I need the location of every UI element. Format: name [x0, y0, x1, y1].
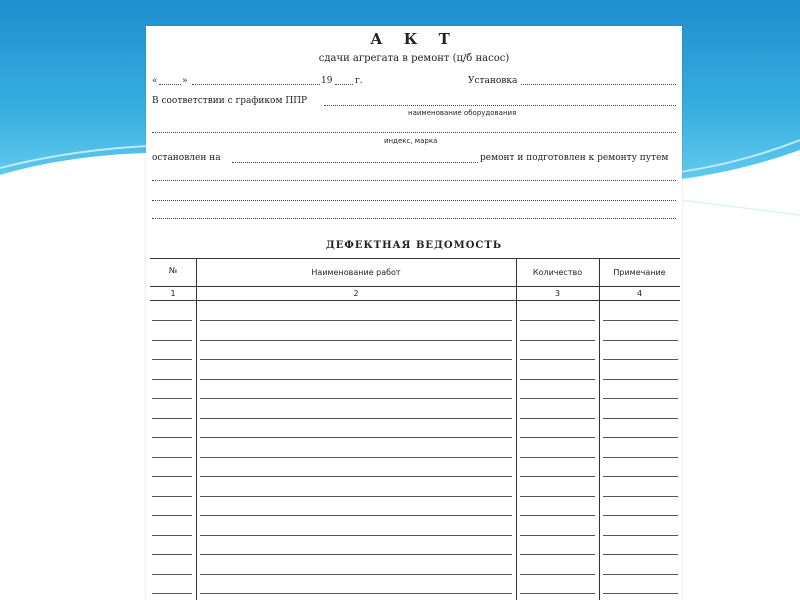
- table-column-divider: [516, 258, 517, 600]
- table-row-line: [152, 359, 192, 360]
- table-row-line: [603, 574, 678, 575]
- table-row-line: [200, 340, 512, 341]
- table-row-line: [603, 535, 678, 536]
- table-row-line: [200, 593, 512, 594]
- table-row-line: [520, 320, 595, 321]
- table-row-line: [200, 457, 512, 458]
- table-row-line: [603, 437, 678, 438]
- document-page: [146, 26, 682, 600]
- table-row-line: [603, 320, 678, 321]
- table-row-line: [200, 398, 512, 399]
- date-close-quote: »: [182, 76, 188, 86]
- table-row-line: [152, 554, 192, 555]
- table-row-line: [520, 554, 595, 555]
- date-day-blank: [159, 84, 181, 85]
- table-row-line: [603, 418, 678, 419]
- column-number-3: 3: [554, 289, 561, 298]
- table-row-line: [152, 398, 192, 399]
- date-year-prefix: 19: [321, 76, 333, 86]
- table-row-line: [200, 574, 512, 575]
- table-row-line: [152, 418, 192, 419]
- table-row-line: [520, 515, 595, 516]
- equipment-continuation-blank: [152, 132, 676, 133]
- table-column-divider: [196, 258, 197, 600]
- method-blank-3: [152, 218, 676, 219]
- table-row-line: [520, 476, 595, 477]
- table-row-line: [200, 515, 512, 516]
- document-title: А К Т: [370, 30, 458, 48]
- equipment-caption: наименование оборудования: [408, 109, 517, 117]
- column-header-quantity: Количество: [532, 268, 583, 277]
- table-row-line: [603, 496, 678, 497]
- table-row-line: [152, 593, 192, 594]
- table-row-line: [152, 437, 192, 438]
- table-row-line: [520, 496, 595, 497]
- table-column-divider: [599, 258, 600, 600]
- index-caption: индекс, марка: [384, 137, 438, 145]
- method-blank-2: [152, 200, 676, 201]
- table-row-line: [200, 320, 512, 321]
- table-row-line: [520, 340, 595, 341]
- table-row-line: [520, 574, 595, 575]
- table-row-line: [152, 340, 192, 341]
- column-number-1: 1: [170, 289, 176, 298]
- table-row-line: [603, 476, 678, 477]
- defect-sheet-title: ДЕФЕКТНАЯ ВЕДОМОСТЬ: [325, 240, 503, 251]
- column-number-4: 4: [636, 289, 643, 298]
- table-row-line: [520, 359, 595, 360]
- column-number-2: 2: [353, 289, 359, 298]
- table-row-line: [520, 593, 595, 594]
- column-header-work-name: Наименование работ: [311, 268, 401, 277]
- document-subtitle: сдачи агрегата в ремонт (ц/б насос): [318, 53, 510, 64]
- table-row-line: [520, 457, 595, 458]
- date-month-blank: [192, 84, 320, 85]
- table-row-line: [603, 593, 678, 594]
- table-row-line: [200, 359, 512, 360]
- table-row-line: [152, 457, 192, 458]
- table-row-line: [200, 496, 512, 497]
- column-header-number: №: [168, 266, 178, 275]
- table-row-line: [520, 437, 595, 438]
- date-open-quote: «: [152, 76, 158, 86]
- table-row-line: [200, 437, 512, 438]
- table-row-line: [200, 476, 512, 477]
- table-row-line: [603, 554, 678, 555]
- table-row-line: [520, 535, 595, 536]
- table-top-border: [150, 258, 680, 259]
- table-row-line: [200, 418, 512, 419]
- stopped-label: остановлен на: [152, 153, 221, 163]
- installation-blank: [521, 84, 676, 85]
- date-year-suffix: г.: [355, 76, 363, 86]
- table-row-line: [152, 496, 192, 497]
- installation-label: Установка: [468, 76, 518, 86]
- table-row-line: [603, 379, 678, 380]
- table-row-line: [200, 554, 512, 555]
- table-row-line: [520, 398, 595, 399]
- table-row-line: [520, 418, 595, 419]
- table-row-line: [152, 574, 192, 575]
- table-row-line: [152, 320, 192, 321]
- table-row-line: [152, 379, 192, 380]
- table-row-line: [603, 359, 678, 360]
- equipment-blank: [324, 105, 676, 106]
- table-row-line: [520, 379, 595, 380]
- date-year-blank: [335, 84, 353, 85]
- schedule-text: В соответствии с графиком ППР: [152, 96, 308, 106]
- repair-text: ремонт и подготовлен к ремонту путем: [480, 153, 669, 163]
- header-separator: [150, 286, 680, 287]
- table-row-line: [603, 457, 678, 458]
- table-row-line: [603, 515, 678, 516]
- table-row-line: [603, 398, 678, 399]
- defect-table: [150, 258, 680, 600]
- table-row-line: [152, 515, 192, 516]
- method-blank-1: [152, 180, 676, 181]
- table-row-line: [200, 535, 512, 536]
- column-numbers-separator: [150, 300, 680, 301]
- table-row-line: [603, 340, 678, 341]
- column-header-note: Примечание: [613, 268, 666, 277]
- table-row-line: [200, 379, 512, 380]
- table-row-line: [152, 476, 192, 477]
- table-row-line: [152, 535, 192, 536]
- stopped-period-blank: [232, 162, 478, 163]
